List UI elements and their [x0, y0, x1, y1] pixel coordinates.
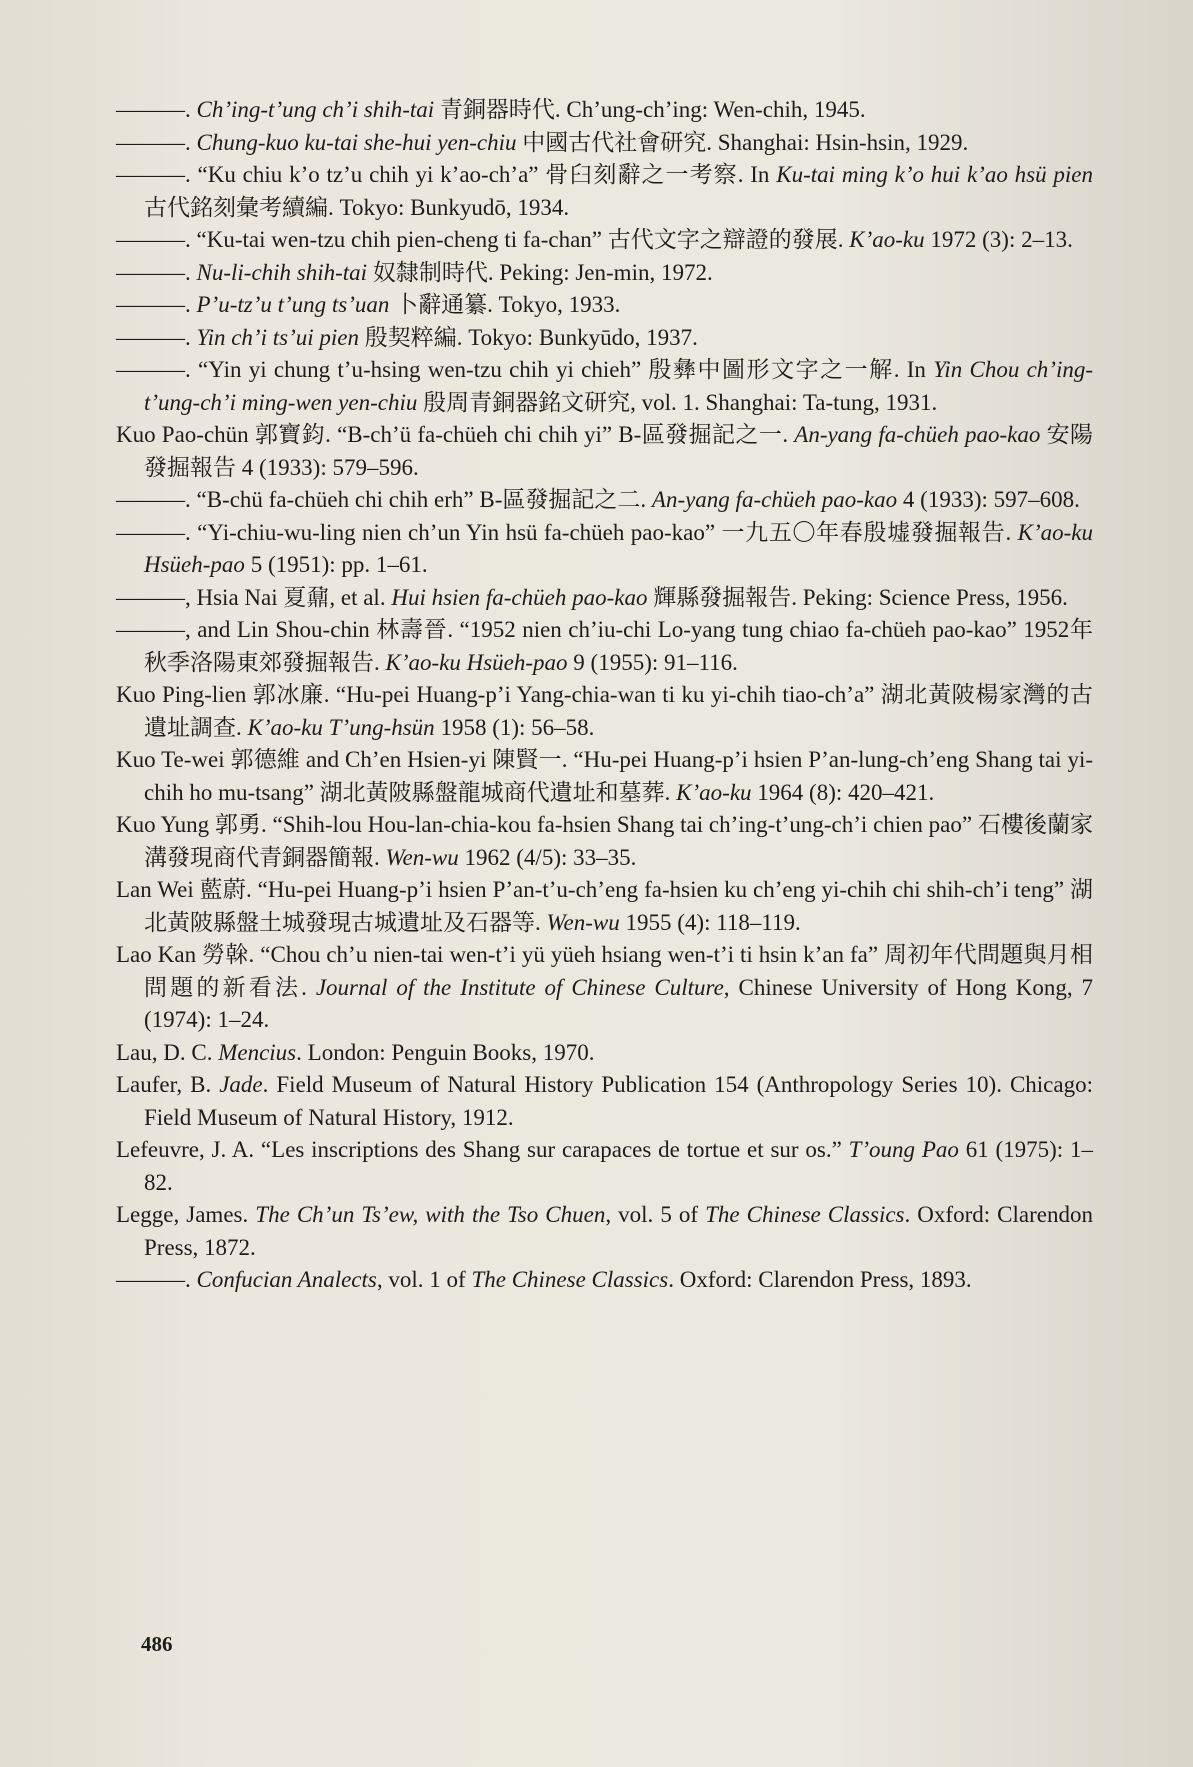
bibliography-list — [116, 94, 1093, 1297]
entry-text: ———. “Yi-chiu-wu-ling nien ch’un Yin hsü fa-chüeh pao-kao” 一九五〇年春殷墟發掘報告. — [116, 519, 1018, 545]
entry-title: K’ao-ku — [849, 227, 925, 252]
entry-title: Journal of the Institute of Chinese Culture — [315, 974, 724, 1000]
series-title: The Chinese Classics — [471, 1267, 669, 1292]
entry-title: The Ch’un Ts’ew, with the Tso Chuen — [255, 1202, 606, 1227]
entry-text: 5 (1951): pp. 1–61. — [244, 552, 428, 577]
entry-title: Ch’ing-t’ung ch’i shih-tai — [196, 97, 435, 122]
entry-text: ———. — [116, 292, 197, 317]
bibliography-entry — [116, 809, 1093, 874]
entry-text: ———. — [116, 1267, 197, 1292]
entry-text: 安陽發掘報告 4 (1933): 579–596. — [144, 422, 1094, 480]
entry-text: 1964 (8): 420–421. — [751, 779, 935, 805]
entry-text: . Oxford: Clarendon Press, 1872. — [144, 1202, 1093, 1260]
entry-text: 1962 (4/5): 33–35. — [458, 844, 637, 870]
bibliography-entry — [116, 159, 1093, 224]
entry-text: 奴隸制時代. Peking: Jen-min, 1972. — [367, 259, 713, 285]
entry-text: ———. “Yin yi chung t’u-hsing wen-tzu chih yi chieh” 殷彝中圖形文字之一解. In — [116, 357, 934, 382]
bibliography-entry — [116, 354, 1093, 419]
entry-text: ———, and Lin Shou-chin 林壽晉. “1952 nien ch’iu-chi Lo-yang tung chiao fa-chüeh pao-kao” 1952年秋季洛陽東郊發掘報告. — [116, 617, 1093, 675]
entry-title: Hui hsien fa-chüeh pao-kao — [391, 584, 648, 610]
entry-title: K’ao-ku Hsüeh-pao — [144, 519, 1093, 577]
entry-text: Kuo Yung 郭勇. “Shih-lou Hou-lan-chia-kou fa-hsien Shang tai ch’ing-t’ung-ch’i chien pao” 石樓後蘭家溝發現商代青銅器簡報. — [116, 812, 1093, 870]
bibliography-entry — [116, 679, 1093, 744]
entry-title: An-yang fa-chüeh pao-kao — [651, 487, 898, 512]
entry-text: 輝縣發掘報告. Peking: Science Press, 1956. — [647, 584, 1068, 610]
entry-text: . Field Museum of Natural History Publication 154 (Anthropology Series 10). Chicago: Field Museum of Natural History, 1912. — [144, 1072, 1093, 1130]
entry-text: . London: Penguin Books, 1970. — [296, 1039, 595, 1065]
entry-text: 1958 (1): 56–58. — [434, 714, 595, 740]
bibliography-entry — [116, 517, 1093, 582]
entry-text: , vol. 1 of — [376, 1267, 472, 1292]
entry-text: 殷周青銅器銘文研究, vol. 1. Shanghai: Ta-tung, 1931. — [417, 389, 938, 415]
bibliography-entry — [116, 1264, 1093, 1297]
entry-text: Laufer, B. — [116, 1072, 220, 1097]
entry-title: Mencius — [218, 1039, 297, 1065]
entry-text: 1955 (4): 118–119. — [619, 909, 801, 935]
bibliography-entry — [116, 257, 1093, 290]
bibliography-entry — [116, 289, 1093, 322]
bibliography-entry — [116, 1069, 1093, 1134]
entry-text: Lefeuvre, J. A. “Les inscriptions des Shang sur carapaces de tortue et sur os.” — [116, 1137, 849, 1162]
entry-text: ———. “Ku-tai wen-tzu chih pien-cheng ti fa-chan” 古代文字之辯證的發展. — [116, 227, 850, 252]
entry-title: Confucian Analects — [196, 1267, 377, 1292]
entry-text: , vol. 5 of — [605, 1202, 706, 1227]
entry-text: Lau, D. C. — [116, 1039, 219, 1065]
entry-title: Jade — [219, 1072, 263, 1097]
entry-text: 青銅器時代. Ch’ung-ch’ing: Wen-chih, 1945. — [434, 97, 866, 122]
entry-text: 卜辭通纂. Tokyo, 1933. — [389, 292, 621, 317]
entry-text: ———. — [116, 324, 197, 350]
bibliography-entry — [116, 484, 1093, 517]
entry-text: ———. — [116, 129, 197, 155]
entry-title: K’ao-ku Hsüeh-pao — [385, 649, 568, 675]
entry-title: Nu-li-chih shih-tai — [196, 259, 368, 285]
entry-text: Kuo Pao-chün 郭寶鈞. “B-ch’ü fa-chüeh chi chih yi” B-區發掘記之一. — [116, 422, 795, 447]
entry-text: ———. “B-chü fa-chüeh chi chih erh” B-區發掘記之二. — [116, 487, 652, 512]
entry-text: , Chinese University of Hong Kong, 7 (1974): 1–24. — [144, 974, 1094, 1032]
entry-text: 4 (1933): 597–608. — [897, 487, 1080, 512]
entry-text: ———, Hsia Nai 夏鼐, et al. — [116, 584, 392, 610]
bibliography-entry — [116, 224, 1093, 257]
entry-title: An-yang fa-chüeh pao-kao — [794, 422, 1041, 447]
entry-text: . Oxford: Clarendon Press, 1893. — [668, 1267, 972, 1292]
entry-text: 1972 (3): 2–13. — [924, 227, 1073, 252]
entry-title: K’ao-ku T’ung-hsün — [247, 714, 435, 740]
entry-text: Lan Wei 藍蔚. “Hu-pei Huang-p’i hsien P’an-t’u-ch’eng fa-hsien ku ch’eng yi-chih chi shih-ch’i teng” 湖北黃陂縣盤土城發現古城遺址及石器等. — [116, 877, 1093, 935]
bibliography-entry — [116, 419, 1093, 484]
entry-title: Wen-wu — [546, 909, 620, 935]
page-number: 486 — [141, 1632, 173, 1656]
entry-text: Kuo Ping-lien 郭冰廉. “Hu-pei Huang-p’i Yang-chia-wan ti ku yi-chih tiao-ch’a” 湖北黃陂楊家灣的古遺址調查. — [116, 682, 1093, 740]
bibliography-entry — [116, 322, 1093, 355]
bibliography-entry — [116, 582, 1093, 615]
bibliography-entry — [116, 874, 1093, 939]
entry-text: 古代銘刻彙考續編. Tokyo: Bunkyudō, 1934. — [144, 194, 570, 220]
series-title: The Chinese Classics — [705, 1202, 905, 1227]
entry-text: Legge, James. — [116, 1202, 256, 1227]
entry-title: Wen-wu — [385, 844, 459, 870]
entry-text: ———. “Ku chiu k’o tz’u chih yi k’ao-ch’a” 骨臼刻辭之一考察. In — [116, 162, 777, 187]
entry-text: 9 (1955): 91–116. — [567, 649, 738, 675]
bibliography-entry — [116, 94, 1093, 127]
entry-text: 殷契粹編. Tokyo: Bunkyūdo, 1937. — [358, 324, 698, 350]
entry-text: Kuo Te-wei 郭德維 and Ch’en Hsien-yi 陳賢一. “Hu-pei Huang-p’i hsien P’an-lung-ch’eng Shang tai yi-chih ho mu-tsang” 湖北黃陂縣盤龍城商代遺址和墓葬. — [116, 747, 1093, 805]
entry-text: 61 (1975): 1–82. — [144, 1137, 1093, 1195]
entry-title: Yin ch’i ts’ui pien — [196, 324, 359, 350]
entry-title: T’oung Pao — [848, 1137, 959, 1162]
bibliography-entry — [116, 1037, 1093, 1070]
entry-text: 中國古代社會研究. Shanghai: Hsin-hsin, 1929. — [516, 129, 969, 155]
entry-title: K’ao-ku — [676, 779, 752, 805]
bibliography-entry — [116, 744, 1093, 809]
entry-text: Lao Kan 勞榦. “Chou ch’u nien-tai wen-t’i yü yüeh hsiang wen-t’i ti hsin k’an fa” 周初年代問題與月相問題的新看法. — [116, 942, 1093, 1000]
entry-title: Chung-kuo ku-tai she-hui yen-chiu — [196, 129, 517, 155]
entry-title: Yin Chou ch’ing-t’ung-ch’i ming-wen yen-chiu — [144, 357, 1094, 415]
entry-text: ———. — [116, 97, 197, 122]
bibliography-entry — [116, 939, 1093, 1037]
bibliography-entry — [116, 614, 1093, 679]
entry-text: ———. — [116, 259, 197, 285]
entry-title: Ku-tai ming k’o hui k’ao hsü pien — [776, 162, 1093, 187]
entry-title: P’u-tz’u t’ung ts’uan — [196, 292, 390, 317]
bibliography-entry — [116, 1199, 1093, 1264]
bibliography-entry — [116, 1134, 1093, 1199]
bibliography-entry — [116, 127, 1093, 160]
